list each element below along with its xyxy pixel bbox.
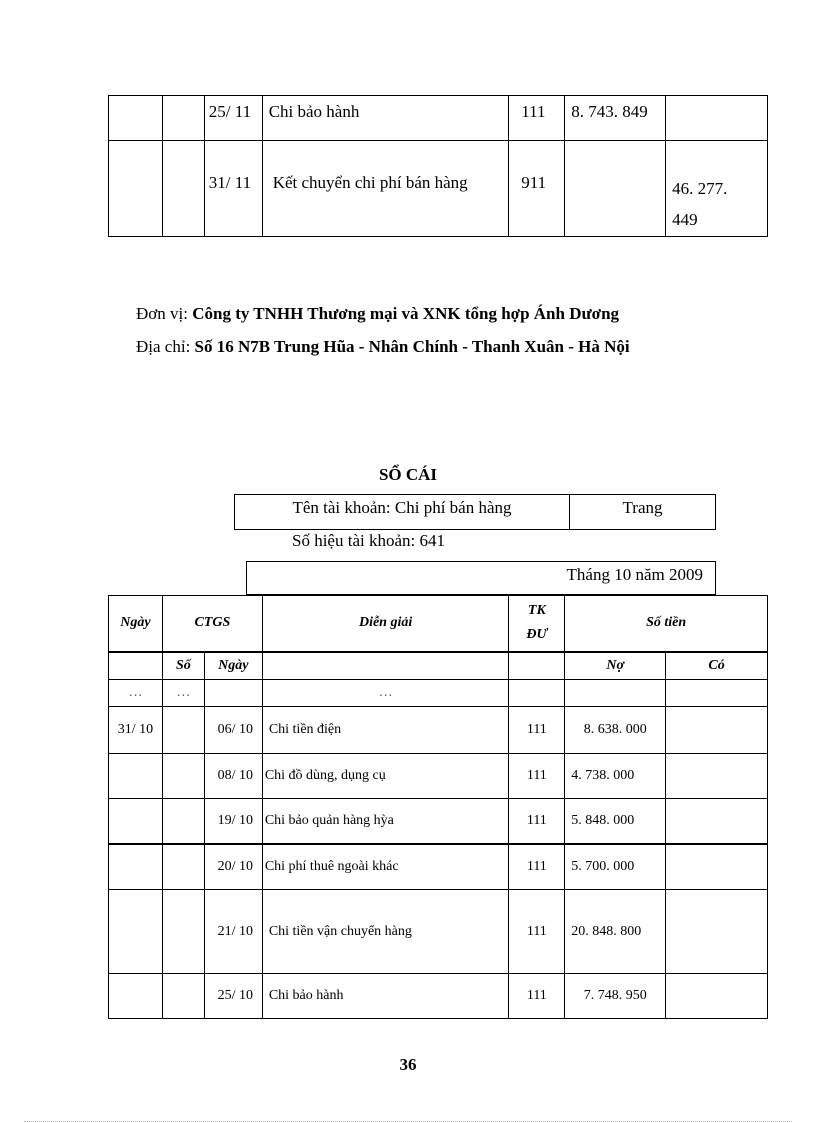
address-label: Địa chỉ: [136, 337, 191, 356]
credit-line-2: 449 [672, 210, 698, 229]
credit-line-1: 46. 277. [672, 179, 728, 198]
cell-description: Chi bảo quản hàng hỳa [262, 799, 509, 844]
cell-credit [666, 754, 768, 799]
page-bottom-rule [24, 1121, 792, 1122]
header-description: Diễn giải [262, 596, 509, 652]
subheader-empty [109, 652, 163, 680]
cell-doc-no [162, 707, 204, 754]
header-row [109, 596, 768, 652]
cell-date [109, 844, 163, 890]
table-row [109, 707, 768, 754]
ellipsis-cell: … [162, 680, 204, 707]
header-account [509, 596, 565, 652]
empty-cell [666, 680, 768, 707]
cell-debit: 5. 700. 000 [565, 844, 666, 890]
cell-debit: 20. 848. 800 [565, 890, 666, 974]
cell-description: Chi phí thuê ngoài khác [262, 844, 509, 890]
empty-cell [509, 680, 565, 707]
cell-date: 31/ 10 [109, 707, 163, 754]
cell-description: Kết chuyển chi phí bán hàng [262, 141, 509, 237]
header-amount: Số tiền [565, 596, 768, 652]
cell-debit: 5. 848. 000 [565, 799, 666, 844]
cell-doc-date: 21/ 10 [204, 890, 262, 974]
cell-credit [666, 141, 768, 237]
table-row [109, 974, 768, 1019]
header-account-line-1: TK [527, 603, 546, 619]
cell-debit: 7. 748. 950 [565, 974, 666, 1019]
table-row [109, 141, 768, 237]
cell-debit: 4. 738. 000 [565, 754, 666, 799]
cell-account: 111 [509, 890, 565, 974]
empty-cell [565, 680, 666, 707]
ellipsis-cell: … [109, 680, 163, 707]
cell-date [109, 754, 163, 799]
page-label: Trang [622, 498, 663, 517]
header-date: Ngày [109, 596, 163, 652]
subheader-debit: Nợ [565, 652, 666, 680]
cell-credit [666, 974, 768, 1019]
cell-account: 111 [509, 974, 565, 1019]
table-row [109, 96, 768, 141]
cell-description: Chi bảo hành [262, 974, 509, 1019]
cell-account: 111 [509, 754, 565, 799]
cell-doc-date: 25/ 11 [204, 96, 262, 141]
cell-date [109, 96, 163, 141]
subheader-empty [262, 652, 509, 680]
company-address-line [136, 337, 630, 357]
period-label: Tháng 10 năm 2009 [566, 565, 703, 584]
cell-date [109, 141, 163, 237]
cell-doc-no [162, 141, 204, 237]
cell-date [109, 890, 163, 974]
cell-doc-date: 06/ 10 [204, 707, 262, 754]
cell-debit: 8. 743. 849 [565, 96, 666, 141]
cell-doc-date: 08/ 10 [204, 754, 262, 799]
cell-doc-no [162, 974, 204, 1019]
page-number: 36 [399, 1055, 417, 1074]
subheader-credit: Có [666, 652, 768, 680]
table-row [109, 754, 768, 799]
cell-doc-no [162, 890, 204, 974]
cell-description: Chi tiền vận chuyển hàng [262, 890, 509, 974]
cell-credit [666, 799, 768, 844]
company-unit-line [136, 304, 619, 324]
cell-account: 111 [509, 799, 565, 844]
cell-date [109, 974, 163, 1019]
table-row [109, 799, 768, 844]
subheader-doc-no: Số [162, 652, 204, 680]
subheader-empty [509, 652, 565, 680]
cell-credit [666, 707, 768, 754]
account-number: Số hiệu tài khoản: 641 [292, 531, 445, 550]
empty-cell [204, 680, 262, 707]
period-box [246, 561, 716, 595]
cell-doc-date: 31/ 11 [204, 141, 262, 237]
table-row [109, 844, 768, 890]
cell-date [109, 799, 163, 844]
unit-value: Công ty TNHH Thương mại và XNK tổng hợp Ánh Dương [192, 304, 620, 323]
header-account-line-2: ĐƯ [526, 627, 548, 643]
cell-doc-date: 19/ 10 [204, 799, 262, 844]
cell-doc-no [162, 799, 204, 844]
cell-credit [666, 96, 768, 141]
cell-account: 911 [509, 141, 565, 237]
ledger-title: SỔ CÁI [378, 465, 438, 484]
cell-debit [565, 141, 666, 237]
subheader-doc-date: Ngày [204, 652, 262, 680]
ellipsis-row [109, 680, 768, 707]
ellipsis-cell: … [262, 680, 509, 707]
account-box [234, 494, 716, 530]
subheader-row [109, 652, 768, 680]
unit-label: Đơn vị: [136, 304, 188, 323]
cell-description: Chi đồ dùng, dụng cụ [262, 754, 509, 799]
cell-account: 111 [509, 844, 565, 890]
header-ctgs: CTGS [162, 596, 262, 652]
cell-doc-no [162, 96, 204, 141]
cell-credit [666, 890, 768, 974]
cell-account: 111 [509, 96, 565, 141]
cell-doc-no [162, 844, 204, 890]
cell-description: Chi bảo hành [262, 96, 509, 141]
account-name: Tên tài khoản: Chi phí bán hàng [235, 495, 570, 529]
top-ledger-table [108, 95, 768, 237]
cell-doc-date: 25/ 10 [204, 974, 262, 1019]
cell-account: 111 [509, 707, 565, 754]
cell-credit [666, 844, 768, 890]
address-value: Số 16 N7B Trung Hũa - Nhân Chính - Thanh Xuân - Hà Nội [194, 337, 630, 356]
cell-debit: 8. 638. 000 [565, 707, 666, 754]
table-row [109, 890, 768, 974]
cell-doc-no [162, 754, 204, 799]
cell-doc-date: 20/ 10 [204, 844, 262, 890]
general-ledger-table [108, 595, 768, 1019]
cell-description: Chi tiền điện [262, 707, 509, 754]
